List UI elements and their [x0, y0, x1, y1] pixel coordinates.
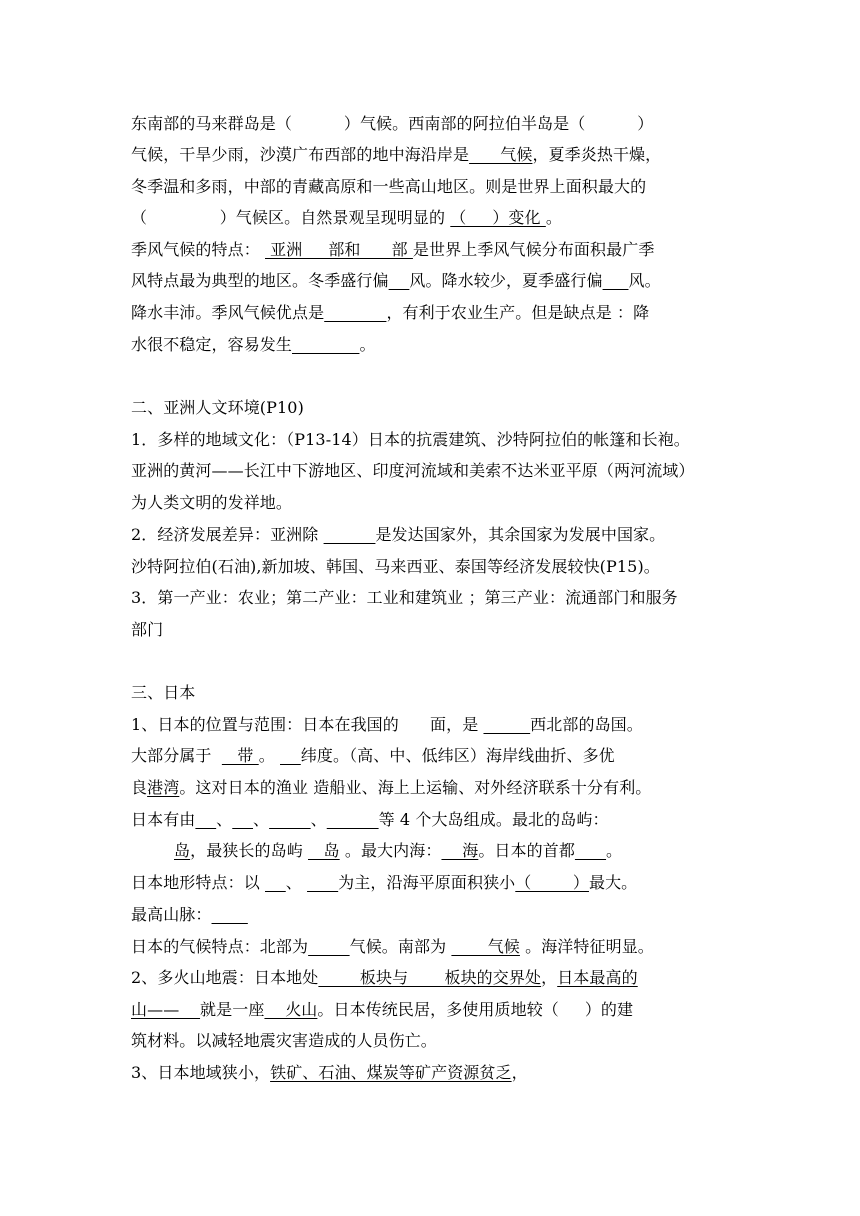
- text-line: [131, 271, 751, 291]
- text-segment: 2、多火山地震：日本地处: [131, 968, 319, 987]
- text-segment: 水很不稳定，容易发生: [131, 335, 293, 354]
- underlined-text: [327, 810, 379, 829]
- text-line: [131, 1063, 751, 1083]
- text-line: [131, 746, 751, 766]
- text-segment: 。: [606, 841, 623, 860]
- underlined-text: [212, 905, 248, 924]
- text-segment: 三、日本: [131, 683, 196, 702]
- text-segment: 西北部的岛国。: [530, 715, 643, 734]
- underlined-text: 带: [221, 746, 259, 765]
- text-segment: 。: [359, 335, 376, 354]
- underlined-text: 板块与 板块的交界处: [318, 968, 542, 987]
- text-segment: （ ）气候区。自然景观呈现明显的: [131, 208, 451, 227]
- text-line: [131, 778, 751, 798]
- text-segment: 3、日本地域狭小，: [131, 1063, 271, 1082]
- text-segment: 风特点最为典型的地区。冬季盛行偏: [131, 271, 389, 290]
- text-line: [131, 1000, 751, 1020]
- text-line: [131, 873, 751, 893]
- text-segment: 良: [131, 778, 148, 797]
- text-line: [131, 240, 751, 260]
- underlined-text: [603, 271, 629, 290]
- text-line: [131, 937, 751, 957]
- underlined-text: （ ）变化: [450, 208, 546, 227]
- text-segment: 日本地形特点：以: [131, 873, 265, 892]
- text-segment: 筑材料。以减轻地震灾害造成的人员伤亡。: [131, 1031, 437, 1050]
- text-line: [131, 493, 751, 513]
- text-line: [131, 145, 751, 165]
- text-line: [131, 1031, 751, 1051]
- text-segment: 部门: [131, 620, 164, 639]
- text-line: [131, 114, 751, 134]
- underlined-text: [292, 335, 359, 354]
- underlined-text: [308, 937, 350, 956]
- underlined-text: 火山: [264, 1000, 318, 1019]
- text-segment: 日本有由: [131, 810, 196, 829]
- text-line: [131, 715, 751, 735]
- underlined-text: 岛: [308, 841, 340, 860]
- text-segment: 气候。南部为: [349, 937, 452, 956]
- text-segment: 3．第一产业：农业；第二产业：工业和建筑业 ；第三产业：流通部门和服务: [131, 588, 678, 607]
- underlined-text: 气候: [451, 937, 520, 956]
- text-segment: 是世界上季风气候分布面积最广季: [412, 240, 655, 259]
- underlined-text: [389, 271, 410, 290]
- text-segment: 。: [258, 746, 281, 765]
- text-line: [131, 398, 751, 418]
- text-segment: 最大。: [588, 873, 638, 892]
- text-line: [131, 303, 751, 323]
- text-line: [131, 588, 751, 608]
- underlined-text: [195, 810, 216, 829]
- underlined-text: 岛: [174, 841, 191, 860]
- underlined-text: [269, 810, 311, 829]
- text-segment: 是发达国家外，其余国家为发展中国家。: [375, 525, 666, 544]
- text-segment: 。日本的首都: [478, 841, 575, 860]
- text-segment: 最高山脉：: [131, 905, 212, 924]
- text-line: [131, 905, 751, 925]
- text-segment: 亚洲的黄河——长江中下游地区、印度河流域和美索不达米亚平原（两河流域）: [131, 461, 695, 480]
- text-segment: 。最大内海：: [339, 841, 442, 860]
- text-segment: 就是一座: [200, 1000, 265, 1019]
- text-segment: 。日本传统民居，多使用质地较（ ）的建: [317, 1000, 634, 1019]
- underlined-text: [307, 873, 338, 892]
- text-segment: 气候，干旱少雨，沙漠广布西部的地中海沿岸是: [131, 145, 470, 164]
- underlined-text: 港湾: [147, 778, 180, 797]
- text-line: [131, 461, 751, 481]
- text-line: [131, 683, 751, 703]
- text-segment: 沙特阿拉伯(石油),新加坡、韩国、马来西亚、泰国等经济发展较快(P15)。: [131, 557, 660, 576]
- text-segment: 、: [216, 810, 233, 829]
- text-segment: ，: [541, 968, 558, 987]
- underlined-text: [324, 303, 386, 322]
- text-segment: 为人类文明的发祥地。: [131, 493, 293, 512]
- text-segment: 东南部的马来群岛是（ ）气候。西南部的阿拉伯半岛是（ ）: [131, 114, 654, 133]
- text-segment: ，最狭长的岛屿: [190, 841, 308, 860]
- text-line: [174, 841, 794, 861]
- underlined-text: 气候: [469, 145, 533, 164]
- underlined-text: 铁矿、石油、煤炭等矿产资源贫乏: [270, 1063, 512, 1082]
- text-segment: 二、亚洲人文环境(P10): [131, 398, 304, 417]
- text-segment: 风。降水较少，夏季盛行偏: [409, 271, 603, 290]
- underlined-text: 山——: [131, 1000, 201, 1019]
- text-segment: 、: [253, 810, 270, 829]
- text-segment: 1．多样的地域文化：（P13-14）日本的抗震建筑、沙特阿拉伯的帐篷和长袍。: [131, 430, 690, 449]
- underlined-text: [324, 525, 376, 544]
- underlined-text: 亚洲 部和 部: [265, 240, 413, 259]
- text-line: [131, 620, 751, 640]
- text-line: [131, 335, 751, 355]
- text-line: [131, 968, 751, 988]
- text-line: [131, 430, 751, 450]
- text-line: [131, 557, 751, 577]
- text-segment: 大部分属于: [131, 746, 222, 765]
- underlined-text: [483, 715, 530, 734]
- text-segment: ，有利于农业生产。但是缺点是 ：降: [386, 303, 650, 322]
- text-segment: 。海洋特征明显。: [519, 937, 654, 956]
- text-segment: 冬季温和多雨，中部的青藏高原和一些高山地区。则是世界上面积最大的: [131, 177, 647, 196]
- text-segment: 风。: [628, 271, 661, 290]
- underlined-text: （ ）: [515, 873, 589, 892]
- text-segment: 等 4 个大岛组成。最北的岛屿：: [378, 810, 609, 829]
- text-line: [131, 177, 751, 197]
- text-line: [131, 525, 751, 545]
- text-line: [131, 810, 751, 830]
- text-segment: 日本的气候特点：北部为: [131, 937, 309, 956]
- text-segment: 季风气候的特点：: [131, 240, 265, 259]
- text-segment: 1、日本的位置与范围：日本在我国的 面，是: [131, 715, 484, 734]
- text-segment: 纬度。（高、中、低纬区）海岸线曲折、多优: [300, 746, 615, 765]
- underlined-text: [280, 746, 301, 765]
- text-segment: 为主，沿海平原面积狭小: [338, 873, 516, 892]
- text-segment: 。: [545, 208, 562, 227]
- text-segment: 2．经济发展差异：亚洲除: [131, 525, 324, 544]
- underlined-text: 海: [441, 841, 479, 860]
- text-segment: ，: [511, 1063, 528, 1082]
- text-segment: 。这对日本的渔业 造船业、海上上运输、对外经济联系十分有利。: [179, 778, 652, 797]
- underlined-text: [265, 873, 286, 892]
- underlined-text: [575, 841, 606, 860]
- text-segment: 、: [310, 810, 327, 829]
- text-segment: ，夏季炎热干燥，: [532, 145, 662, 164]
- underlined-text: 日本最高的: [557, 968, 638, 987]
- underlined-text: [232, 810, 253, 829]
- text-segment: 、: [285, 873, 308, 892]
- text-line: [131, 208, 751, 228]
- text-segment: 降水丰沛。季风气候优点是: [131, 303, 325, 322]
